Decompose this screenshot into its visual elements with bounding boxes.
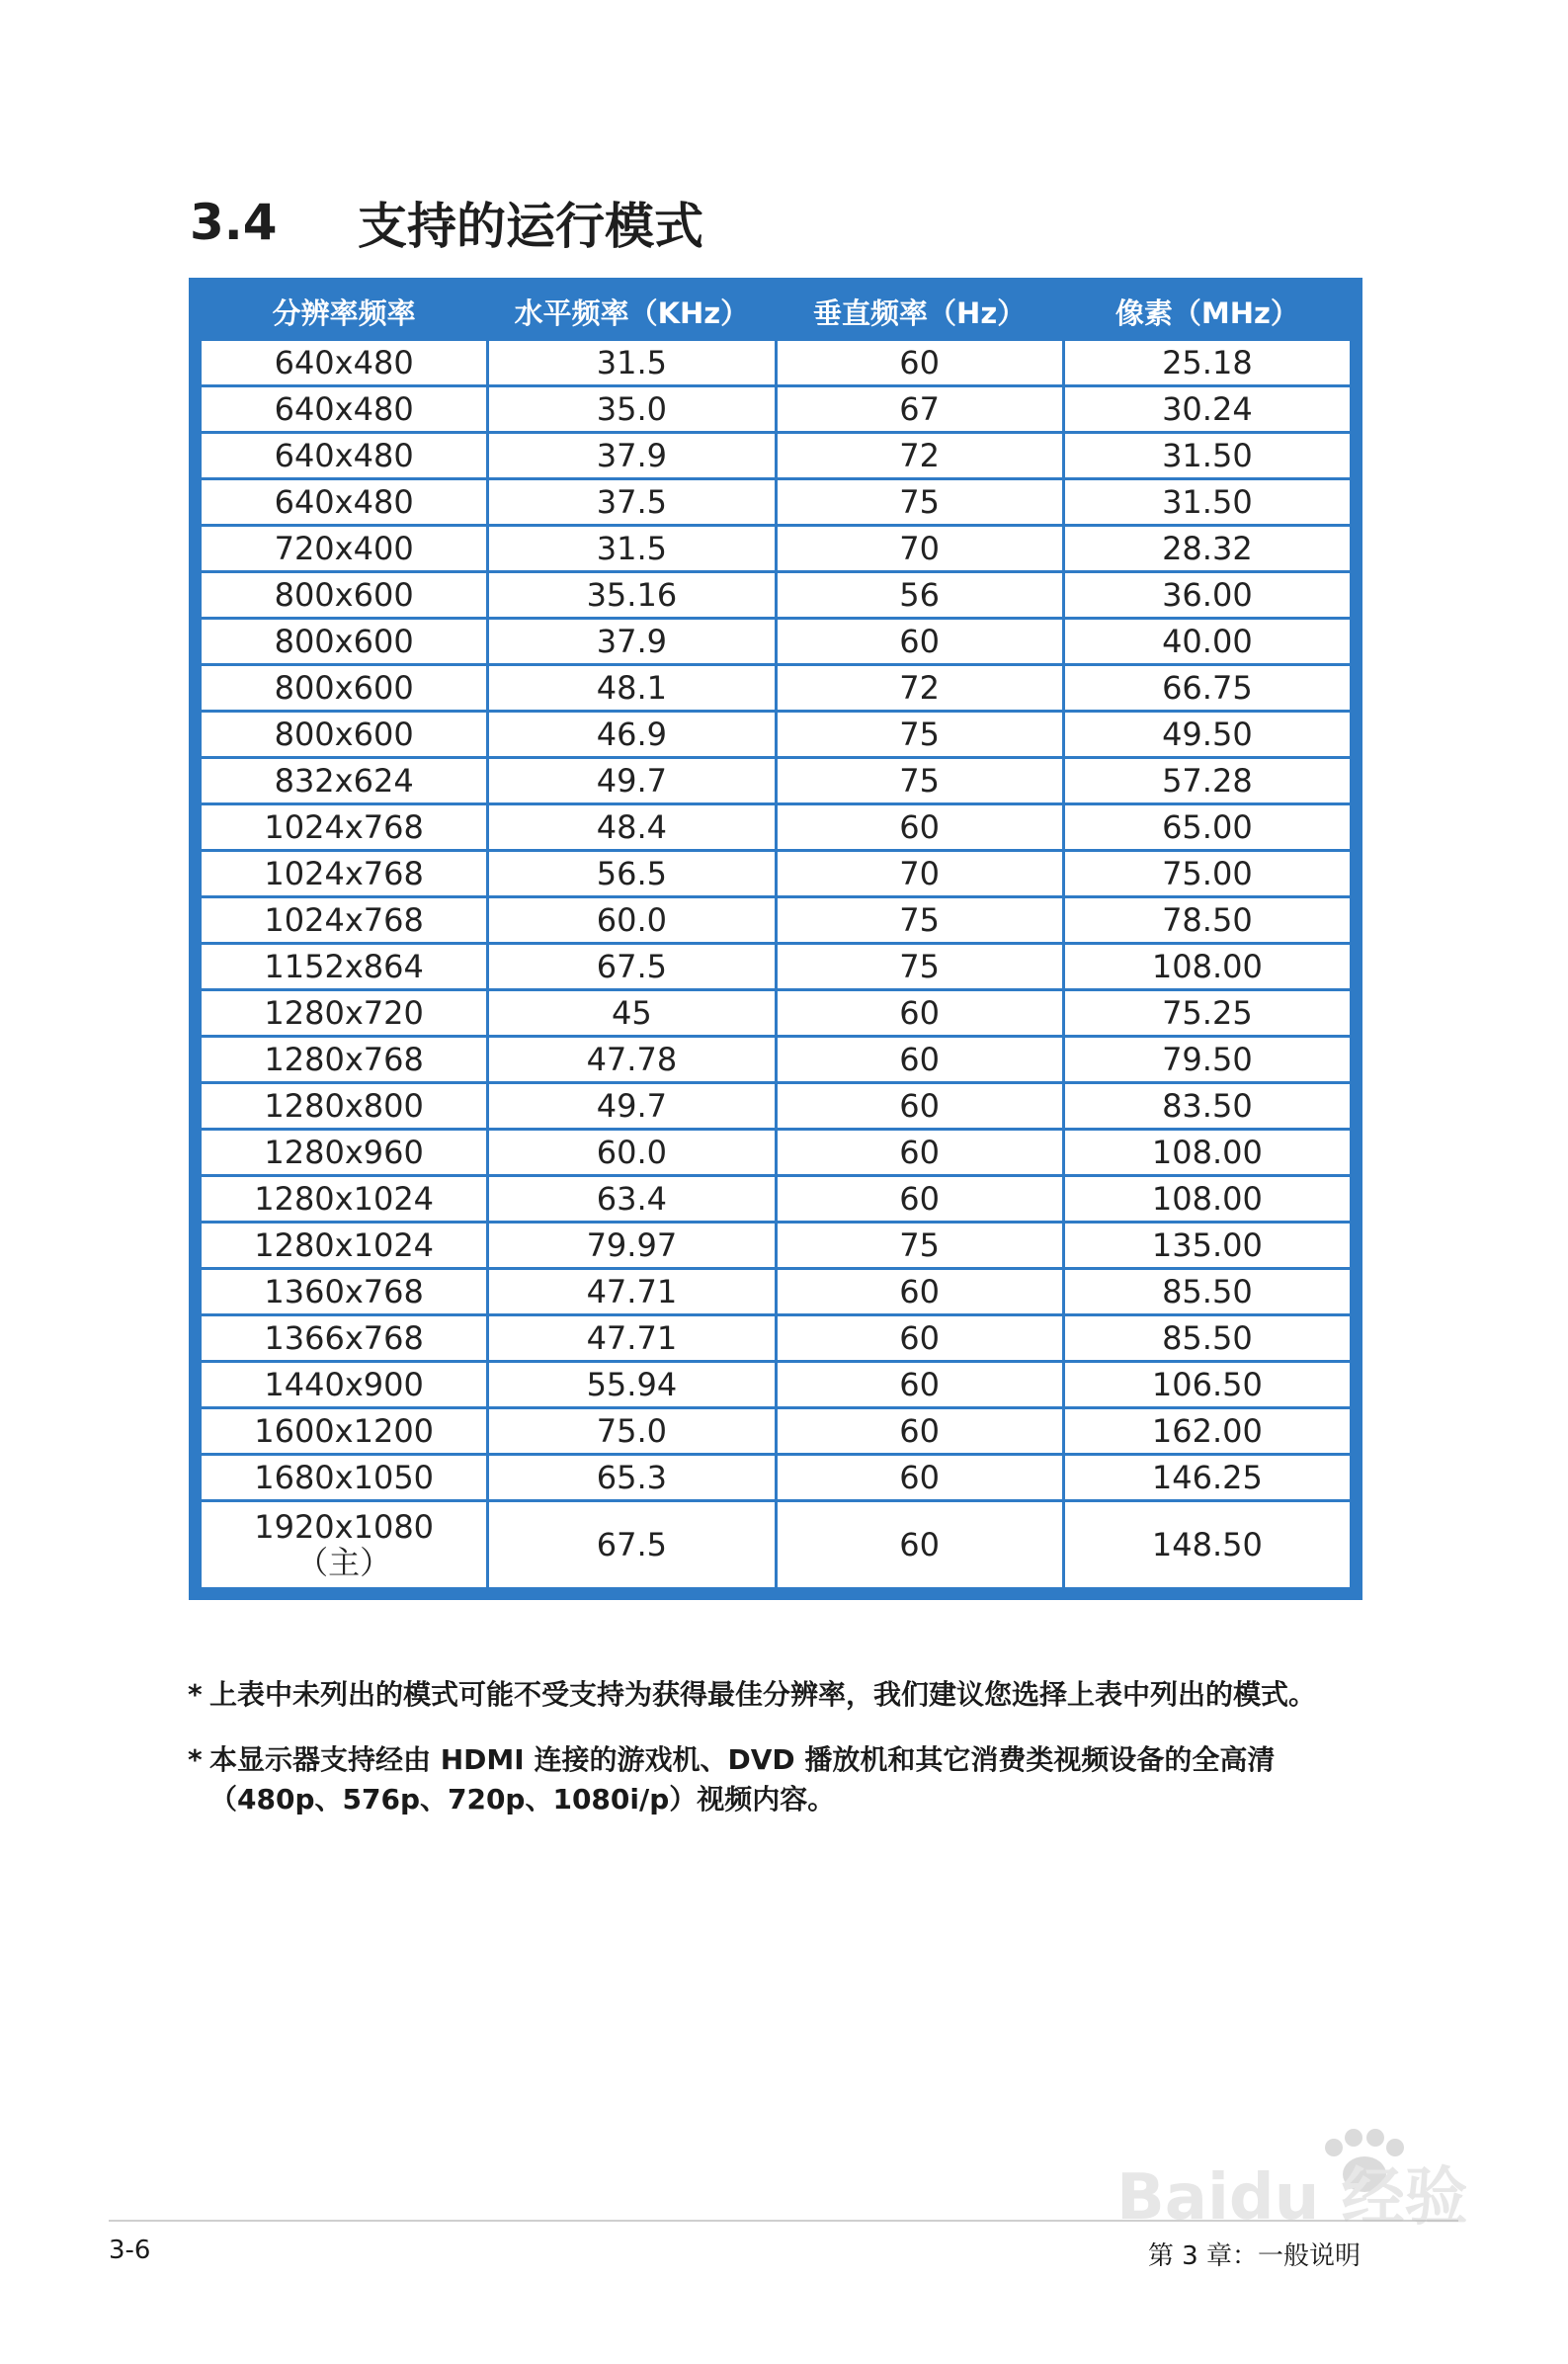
section-title: 支持的运行模式 — [358, 198, 703, 255]
table-row — [201, 851, 1352, 897]
cell-resolution: 640x480 — [201, 340, 488, 386]
cell-h-freq: 47.78 — [488, 1037, 776, 1083]
table-row — [201, 1408, 1352, 1455]
cell-pixel: 75.00 — [1063, 851, 1351, 897]
cell-v-freq: 60 — [776, 1037, 1063, 1083]
table-row — [201, 1223, 1352, 1269]
cell-resolution: 1680x1050 — [201, 1455, 488, 1501]
table-row — [201, 1362, 1352, 1408]
cell-resolution: 800x600 — [201, 572, 488, 619]
cell-v-freq: 60 — [776, 804, 1063, 851]
cell-h-freq: 49.7 — [488, 758, 776, 804]
chapter-label: 第 3 章：一般说明 — [1147, 2241, 1361, 2271]
table-row — [201, 944, 1352, 990]
cell-resolution: 1280x800 — [201, 1083, 488, 1130]
cell-pixel: 75.25 — [1063, 990, 1351, 1037]
cell-v-freq: 60 — [776, 619, 1063, 665]
supported-modes-table — [199, 292, 1353, 1590]
cell-h-freq: 48.1 — [488, 665, 776, 712]
cell-v-freq: 60 — [776, 990, 1063, 1037]
cell-pixel: 108.00 — [1063, 1176, 1351, 1223]
cell-pixel: 135.00 — [1063, 1223, 1351, 1269]
table-row — [201, 1083, 1352, 1130]
table-row — [201, 804, 1352, 851]
cell-pixel: 49.50 — [1063, 712, 1351, 758]
cell-resolution — [201, 1501, 488, 1589]
cell-pixel: 85.50 — [1063, 1269, 1351, 1315]
table-row — [201, 1130, 1352, 1176]
table-row — [201, 897, 1352, 944]
cell-v-freq: 75 — [776, 1223, 1063, 1269]
table-row — [201, 990, 1352, 1037]
cell-pixel: 31.50 — [1063, 479, 1351, 526]
cell-h-freq: 31.5 — [488, 526, 776, 572]
cell-h-freq: 47.71 — [488, 1269, 776, 1315]
note-text: 本显示器支持经由 HDMI 连接的游戏机、DVD 播放机和其它消费类视频设备的全高清（480p、576p、720p、1080i/p）视频内容。 — [209, 1743, 1276, 1815]
cell-v-freq: 60 — [776, 340, 1063, 386]
cell-h-freq: 60.0 — [488, 897, 776, 944]
cell-v-freq: 60 — [776, 1315, 1063, 1362]
table-row — [201, 1037, 1352, 1083]
table-body — [201, 340, 1352, 1589]
footer-divider — [109, 2220, 1458, 2222]
cell-pixel: 40.00 — [1063, 619, 1351, 665]
cell-pixel: 30.24 — [1063, 386, 1351, 433]
asterisk: * — [188, 1743, 203, 1776]
cell-h-freq: 79.97 — [488, 1223, 776, 1269]
cell-h-freq: 45 — [488, 990, 776, 1037]
cell-pixel: 108.00 — [1063, 1130, 1351, 1176]
cell-resolution: 1366x768 — [201, 1315, 488, 1362]
cell-v-freq: 75 — [776, 897, 1063, 944]
table-row — [201, 386, 1352, 433]
cell-h-freq: 63.4 — [488, 1176, 776, 1223]
cell-pixel: 85.50 — [1063, 1315, 1351, 1362]
cell-pixel: 66.75 — [1063, 665, 1351, 712]
note-unlisted-modes — [188, 1675, 1373, 1715]
cell-v-freq: 60 — [776, 1176, 1063, 1223]
cell-pixel: 146.25 — [1063, 1455, 1351, 1501]
note-hdmi-support — [188, 1740, 1373, 1819]
header-resolution: 分辨率频率 — [201, 292, 488, 340]
cell-h-freq: 37.5 — [488, 479, 776, 526]
cell-h-freq: 47.71 — [488, 1315, 776, 1362]
page-number: 3-6 — [109, 2236, 151, 2265]
cell-pixel: 25.18 — [1063, 340, 1351, 386]
cell-resolution: 1024x768 — [201, 851, 488, 897]
cell-resolution: 1024x768 — [201, 804, 488, 851]
table-row — [201, 712, 1352, 758]
resolution-native-label: （主） — [296, 1544, 392, 1581]
cell-v-freq: 60 — [776, 1269, 1063, 1315]
cell-v-freq: 70 — [776, 851, 1063, 897]
table-row — [201, 433, 1352, 479]
table-row — [201, 758, 1352, 804]
section-number: 3.4 — [190, 194, 278, 251]
cell-v-freq: 60 — [776, 1362, 1063, 1408]
cell-v-freq: 72 — [776, 665, 1063, 712]
cell-resolution: 1280x960 — [201, 1130, 488, 1176]
cell-pixel: 36.00 — [1063, 572, 1351, 619]
table-row — [201, 526, 1352, 572]
cell-resolution: 1280x1024 — [201, 1176, 488, 1223]
table-row — [201, 619, 1352, 665]
cell-v-freq: 67 — [776, 386, 1063, 433]
resolution-value: 1920x1080 — [254, 1508, 435, 1546]
cell-resolution: 1024x768 — [201, 897, 488, 944]
note-text: 上表中未列出的模式可能不受支持为获得最佳分辨率，我们建议您选择上表中列出的模式。 — [209, 1678, 1317, 1711]
cell-h-freq: 60.0 — [488, 1130, 776, 1176]
cell-resolution: 720x400 — [201, 526, 488, 572]
cell-pixel: 31.50 — [1063, 433, 1351, 479]
cell-pixel: 106.50 — [1063, 1362, 1351, 1408]
cell-h-freq: 49.7 — [488, 1083, 776, 1130]
cell-resolution: 1280x720 — [201, 990, 488, 1037]
cell-resolution: 1440x900 — [201, 1362, 488, 1408]
cell-v-freq: 75 — [776, 758, 1063, 804]
cell-resolution: 1280x768 — [201, 1037, 488, 1083]
cell-pixel: 57.28 — [1063, 758, 1351, 804]
cell-v-freq: 75 — [776, 479, 1063, 526]
table-row — [201, 1501, 1352, 1589]
cell-h-freq: 75.0 — [488, 1408, 776, 1455]
cell-h-freq: 37.9 — [488, 619, 776, 665]
table-row — [201, 572, 1352, 619]
cell-v-freq: 75 — [776, 712, 1063, 758]
cell-v-freq: 60 — [776, 1408, 1063, 1455]
cell-v-freq: 60 — [776, 1455, 1063, 1501]
cell-h-freq: 67.5 — [488, 944, 776, 990]
cell-h-freq: 46.9 — [488, 712, 776, 758]
cell-h-freq: 56.5 — [488, 851, 776, 897]
cell-resolution: 640x480 — [201, 479, 488, 526]
cell-resolution: 640x480 — [201, 433, 488, 479]
cell-h-freq: 48.4 — [488, 804, 776, 851]
cell-v-freq: 60 — [776, 1130, 1063, 1176]
cell-pixel: 148.50 — [1063, 1501, 1351, 1589]
table-row — [201, 1455, 1352, 1501]
cell-v-freq: 56 — [776, 572, 1063, 619]
cell-v-freq: 60 — [776, 1083, 1063, 1130]
cell-resolution: 1360x768 — [201, 1269, 488, 1315]
header-v-freq: 垂直频率（Hz） — [776, 292, 1063, 340]
table-row — [201, 1269, 1352, 1315]
cell-resolution: 832x624 — [201, 758, 488, 804]
cell-v-freq: 60 — [776, 1501, 1063, 1589]
notes-section — [188, 1675, 1373, 1845]
cell-h-freq: 67.5 — [488, 1501, 776, 1589]
cell-h-freq: 65.3 — [488, 1455, 776, 1501]
cell-resolution: 640x480 — [201, 386, 488, 433]
header-h-freq: 水平频率（KHz） — [488, 292, 776, 340]
cell-h-freq: 55.94 — [488, 1362, 776, 1408]
cell-resolution: 800x600 — [201, 712, 488, 758]
cell-resolution: 1152x864 — [201, 944, 488, 990]
cell-pixel: 83.50 — [1063, 1083, 1351, 1130]
table-row — [201, 665, 1352, 712]
modes-table-frame — [189, 278, 1362, 1600]
table-header-row — [201, 292, 1352, 340]
watermark-text: Baidu 经验 — [1116, 2161, 1468, 2235]
cell-v-freq: 70 — [776, 526, 1063, 572]
cell-resolution: 800x600 — [201, 665, 488, 712]
section-heading — [190, 188, 703, 257]
cell-h-freq: 31.5 — [488, 340, 776, 386]
header-pixel: 像素（MHz） — [1063, 292, 1351, 340]
cell-h-freq: 37.9 — [488, 433, 776, 479]
table-row — [201, 340, 1352, 386]
cell-resolution: 1600x1200 — [201, 1408, 488, 1455]
cell-pixel: 162.00 — [1063, 1408, 1351, 1455]
cell-h-freq: 35.16 — [488, 572, 776, 619]
cell-pixel: 108.00 — [1063, 944, 1351, 990]
cell-v-freq: 75 — [776, 944, 1063, 990]
table-row — [201, 1315, 1352, 1362]
table-row — [201, 1176, 1352, 1223]
asterisk: * — [188, 1678, 203, 1711]
cell-pixel: 65.00 — [1063, 804, 1351, 851]
cell-resolution: 800x600 — [201, 619, 488, 665]
table-row — [201, 479, 1352, 526]
cell-pixel: 28.32 — [1063, 526, 1351, 572]
cell-pixel: 79.50 — [1063, 1037, 1351, 1083]
cell-h-freq: 35.0 — [488, 386, 776, 433]
cell-resolution: 1280x1024 — [201, 1223, 488, 1269]
cell-pixel: 78.50 — [1063, 897, 1351, 944]
cell-v-freq: 72 — [776, 433, 1063, 479]
